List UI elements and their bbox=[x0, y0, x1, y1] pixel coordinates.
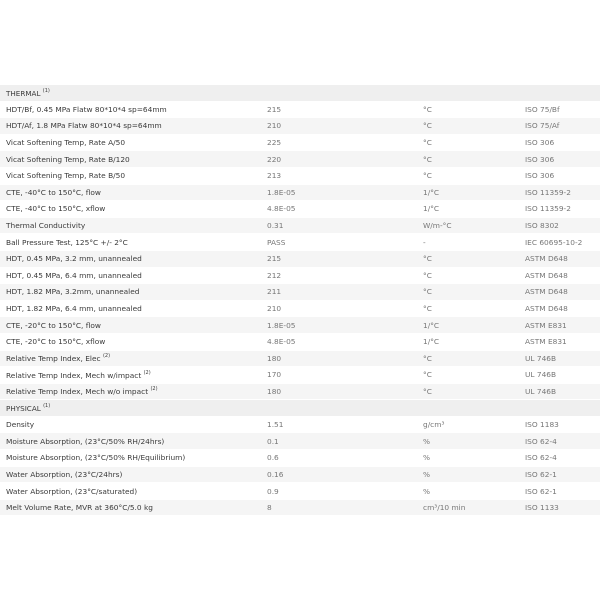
unit-cell: % bbox=[423, 469, 431, 479]
unit-cell: °C bbox=[423, 171, 432, 181]
section-note: (1) bbox=[42, 87, 50, 94]
value-cell: 1.8E-05 bbox=[267, 320, 296, 330]
property-name: Water Absorption, (23°C/saturated) bbox=[6, 486, 138, 496]
standard-cell: ISO 75/Af bbox=[525, 121, 560, 131]
property-name: Vicat Softening Temp, Rate B/50 bbox=[6, 171, 126, 181]
property-name: Vicat Softening Temp, Rate B/120 bbox=[6, 154, 130, 164]
table-row bbox=[0, 334, 600, 351]
property-cell bbox=[0, 171, 261, 180]
value-cell: 210 bbox=[267, 304, 282, 314]
table-row bbox=[0, 351, 600, 368]
value-cell: 1.8E-05 bbox=[267, 187, 296, 197]
property-cell bbox=[0, 204, 261, 213]
property-cell bbox=[0, 321, 261, 330]
section-title-text: PHYSICAL bbox=[6, 404, 41, 414]
standard-cell: UL 746B bbox=[525, 353, 557, 363]
standard-cell: ISO 306 bbox=[525, 154, 555, 164]
value-cell: 225 bbox=[267, 138, 282, 148]
property-cell bbox=[0, 370, 261, 380]
property-cell bbox=[0, 386, 261, 396]
datasheet-table bbox=[0, 85, 600, 516]
table-row bbox=[0, 367, 600, 384]
standard-cell: ISO 62-1 bbox=[525, 486, 557, 496]
value-cell: 0.9 bbox=[267, 486, 279, 496]
property-cell bbox=[0, 470, 261, 479]
standard-cell: ISO 11359-2 bbox=[525, 187, 571, 197]
property-name: HDT, 1.82 MPa, 6.4 mm, unannealed bbox=[6, 304, 142, 314]
value-cell: 213 bbox=[267, 171, 282, 181]
standard-cell: UL 746B bbox=[525, 370, 557, 380]
value-cell: 0.6 bbox=[267, 453, 279, 463]
standard-cell: ISO 62-4 bbox=[525, 453, 557, 463]
property-cell bbox=[0, 487, 261, 496]
standard-cell: ISO 306 bbox=[525, 171, 555, 181]
section-title bbox=[0, 88, 261, 98]
value-cell: 0.1 bbox=[267, 436, 279, 446]
standard-cell: ISO 1183 bbox=[525, 420, 559, 430]
standard-cell: ASTM D648 bbox=[525, 270, 568, 280]
table-row bbox=[0, 251, 600, 268]
unit-cell: - bbox=[423, 237, 426, 247]
unit-cell: % bbox=[423, 486, 431, 496]
property-cell bbox=[0, 138, 261, 147]
property-cell bbox=[0, 437, 261, 446]
section-title bbox=[0, 403, 261, 413]
table-row bbox=[0, 500, 600, 517]
standard-cell: IEC 60695-10-2 bbox=[525, 237, 583, 247]
property-name: Water Absorption, (23°C/24hrs) bbox=[6, 469, 123, 479]
property-cell bbox=[0, 238, 261, 247]
value-cell: 4.8E-05 bbox=[267, 204, 296, 214]
table-row bbox=[0, 185, 600, 202]
section-header-physical bbox=[0, 400, 600, 417]
property-cell bbox=[0, 254, 261, 263]
value-cell: 1.51 bbox=[267, 420, 284, 430]
table-row bbox=[0, 450, 600, 467]
unit-cell: °C bbox=[423, 104, 432, 114]
property-name: HDT, 0.45 MPa, 3.2 mm, unannealed bbox=[6, 254, 142, 264]
table-row bbox=[0, 467, 600, 484]
table-row bbox=[0, 284, 600, 301]
property-name: CTE, -40°C to 150°C, xflow bbox=[6, 204, 106, 214]
standard-cell: ASTM E831 bbox=[525, 320, 567, 330]
table-row bbox=[0, 483, 600, 500]
standard-cell: ISO 62-4 bbox=[525, 436, 557, 446]
value-cell: 211 bbox=[267, 287, 282, 297]
property-cell bbox=[0, 353, 261, 363]
unit-cell: g/cm³ bbox=[423, 420, 445, 430]
property-name: CTE, -20°C to 150°C, xflow bbox=[6, 337, 106, 347]
property-cell bbox=[0, 155, 261, 164]
property-name: Thermal Conductivity bbox=[6, 221, 86, 231]
property-name: HDT/Af, 1.8 MPa Flatw 80*10*4 sp=64mm bbox=[6, 121, 162, 131]
unit-cell: 1/°C bbox=[423, 320, 440, 330]
unit-cell: °C bbox=[423, 121, 432, 131]
property-cell bbox=[0, 304, 261, 313]
value-cell: 0.16 bbox=[267, 469, 284, 479]
property-name: HDT/Bf, 0.45 MPa Flatw 80*10*4 sp=64mm bbox=[6, 104, 167, 114]
value-cell: 210 bbox=[267, 121, 282, 131]
property-cell bbox=[0, 188, 261, 197]
value-cell: 215 bbox=[267, 254, 282, 264]
unit-cell: 1/°C bbox=[423, 204, 440, 214]
property-note: (2) bbox=[102, 353, 111, 360]
property-note: (2) bbox=[150, 386, 158, 393]
value-cell: 180 bbox=[267, 386, 282, 396]
standard-cell: ISO 75/Bf bbox=[525, 104, 560, 114]
property-cell bbox=[0, 221, 261, 230]
standard-cell: ASTM D648 bbox=[525, 304, 568, 314]
value-cell: 212 bbox=[267, 270, 282, 280]
value-cell: PASS bbox=[267, 237, 286, 247]
standard-cell: ASTM E831 bbox=[525, 337, 567, 347]
unit-cell: 1/°C bbox=[423, 187, 440, 197]
standard-cell: ISO 11359-2 bbox=[525, 204, 571, 214]
property-cell bbox=[0, 271, 261, 280]
value-cell: 4.8E-05 bbox=[267, 337, 296, 347]
table-row bbox=[0, 118, 600, 135]
standard-cell: UL 746B bbox=[525, 386, 557, 396]
value-cell: 0.31 bbox=[267, 221, 284, 231]
unit-cell: °C bbox=[423, 370, 432, 380]
property-name: Moisture Absorption, (23°C/50% RH/24hrs) bbox=[6, 436, 165, 446]
unit-cell: W/m-°C bbox=[423, 221, 452, 231]
unit-cell: 1/°C bbox=[423, 337, 440, 347]
table-row bbox=[0, 168, 600, 185]
unit-cell: °C bbox=[423, 304, 432, 314]
section-header-thermal bbox=[0, 85, 600, 102]
property-name: Ball Pressure Test, 125°C +/- 2°C bbox=[6, 237, 128, 247]
property-name: Relative Temp Index, Mech w/impact bbox=[6, 370, 142, 380]
unit-cell: cm³/10 min bbox=[423, 503, 466, 513]
property-cell bbox=[0, 503, 261, 512]
table-row bbox=[0, 151, 600, 168]
unit-cell: °C bbox=[423, 287, 432, 297]
property-name: Relative Temp Index, Mech w/o impact bbox=[6, 387, 149, 397]
table-row bbox=[0, 234, 600, 251]
table-row bbox=[0, 268, 600, 285]
property-name: Relative Temp Index, Elec bbox=[6, 354, 101, 364]
unit-cell: °C bbox=[423, 386, 432, 396]
section-note: (1) bbox=[43, 403, 51, 410]
standard-cell: ISO 306 bbox=[525, 138, 555, 148]
property-name: Melt Volume Rate, MVR at 360°C/5.0 kg bbox=[6, 503, 153, 513]
table-row bbox=[0, 201, 600, 218]
property-name: CTE, -40°C to 150°C, flow bbox=[6, 187, 101, 197]
table-row bbox=[0, 384, 600, 401]
standard-cell: ISO 8302 bbox=[525, 221, 559, 231]
standard-cell: ASTM D648 bbox=[525, 287, 568, 297]
table-row bbox=[0, 417, 600, 434]
property-name: HDT, 1.82 MPa, 3.2mm, unannealed bbox=[6, 287, 140, 297]
value-cell: 170 bbox=[267, 370, 282, 380]
section-title-text: THERMAL bbox=[6, 88, 41, 98]
property-cell bbox=[0, 105, 261, 114]
property-name: HDT, 0.45 MPa, 6.4 mm, unannealed bbox=[6, 270, 142, 280]
standard-cell: ISO 1133 bbox=[525, 503, 559, 513]
table-row bbox=[0, 218, 600, 235]
table-row bbox=[0, 135, 600, 152]
table-row bbox=[0, 317, 600, 334]
standard-cell: ASTM D648 bbox=[525, 254, 568, 264]
property-cell bbox=[0, 420, 261, 429]
property-cell bbox=[0, 453, 261, 462]
value-cell: 8 bbox=[267, 503, 272, 513]
unit-cell: °C bbox=[423, 254, 432, 264]
property-name: Density bbox=[6, 420, 35, 430]
property-cell bbox=[0, 121, 261, 130]
property-name: Vicat Softening Temp, Rate A/50 bbox=[6, 138, 126, 148]
unit-cell: °C bbox=[423, 353, 432, 363]
table-row bbox=[0, 102, 600, 119]
unit-cell: % bbox=[423, 453, 431, 463]
value-cell: 180 bbox=[267, 353, 282, 363]
unit-cell: °C bbox=[423, 138, 432, 148]
table-row bbox=[0, 301, 600, 318]
unit-cell: °C bbox=[423, 154, 432, 164]
unit-cell: % bbox=[423, 436, 431, 446]
property-note: (2) bbox=[143, 369, 151, 376]
property-name: CTE, -20°C to 150°C, flow bbox=[6, 320, 101, 330]
value-cell: 220 bbox=[267, 154, 282, 164]
standard-cell: ISO 62-1 bbox=[525, 469, 557, 479]
unit-cell: °C bbox=[423, 270, 432, 280]
property-cell bbox=[0, 337, 261, 346]
property-cell bbox=[0, 287, 261, 296]
value-cell: 215 bbox=[267, 104, 282, 114]
property-name: Moisture Absorption, (23°C/50% RH/Equilibrium) bbox=[6, 453, 186, 463]
table-row bbox=[0, 433, 600, 450]
